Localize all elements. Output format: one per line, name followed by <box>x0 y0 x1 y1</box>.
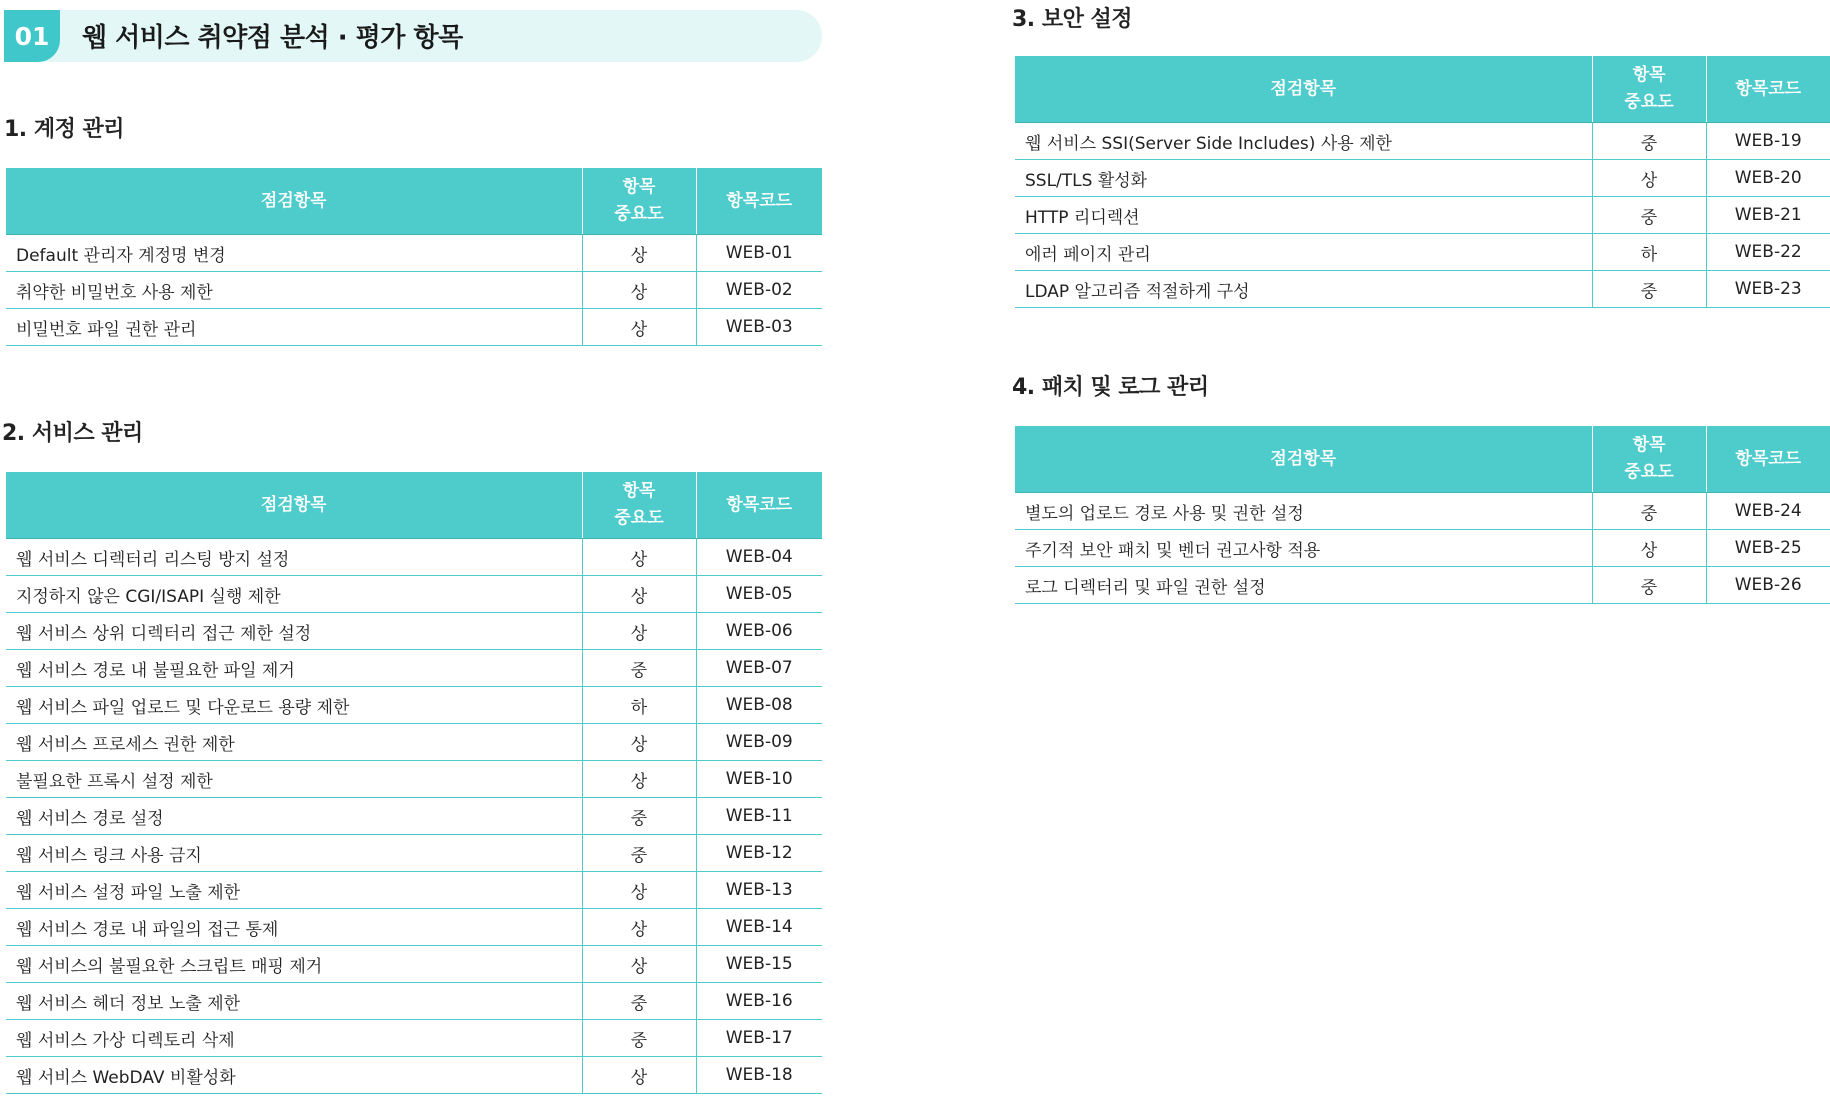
cell-code: WEB-03 <box>696 309 822 346</box>
cell-code: WEB-02 <box>696 272 822 309</box>
cell-code: WEB-11 <box>696 798 822 835</box>
cell-importance: 중 <box>1592 123 1706 160</box>
table-row <box>6 835 822 872</box>
header-code: 항목코드 <box>1706 56 1830 123</box>
table-row <box>6 576 822 613</box>
header-importance-line2: 중요도 <box>614 508 664 528</box>
table-service-management <box>6 472 822 1094</box>
cell-item: 웹 서비스 링크 사용 금지 <box>6 835 582 872</box>
cell-item: 웹 서비스 경로 설정 <box>6 798 582 835</box>
cell-importance: 상 <box>582 872 696 909</box>
cell-item: 웹 서비스 디렉터리 리스팅 방지 설정 <box>6 539 582 576</box>
cell-importance: 중 <box>582 835 696 872</box>
cell-item: 웹 서비스 가상 디렉토리 삭제 <box>6 1020 582 1057</box>
cell-code: WEB-01 <box>696 235 822 272</box>
cell-code: WEB-17 <box>696 1020 822 1057</box>
cell-importance: 하 <box>582 687 696 724</box>
cell-importance: 중 <box>1592 197 1706 234</box>
cell-item: 웹 서비스의 불필요한 스크립트 매핑 제거 <box>6 946 582 983</box>
cell-importance: 상 <box>582 539 696 576</box>
cell-item: 주기적 보안 패치 및 벤더 권고사항 적용 <box>1015 530 1592 567</box>
cell-code: WEB-25 <box>1706 530 1830 567</box>
cell-importance: 중 <box>582 1020 696 1057</box>
cell-item: 불필요한 프록시 설정 제한 <box>6 761 582 798</box>
cell-importance: 중 <box>1592 493 1706 530</box>
cell-importance: 상 <box>582 576 696 613</box>
table-security-settings <box>1015 56 1830 308</box>
cell-importance: 상 <box>582 235 696 272</box>
header-importance-line2: 중요도 <box>1624 92 1674 112</box>
header-importance-line1: 항목 <box>622 177 656 197</box>
header-importance-line2: 중요도 <box>1624 462 1674 482</box>
cell-item: HTTP 리디렉션 <box>1015 197 1592 234</box>
cell-code: WEB-18 <box>696 1057 822 1094</box>
cell-item: 지정하지 않은 CGI/ISAPI 실행 제한 <box>6 576 582 613</box>
page-banner <box>4 10 822 62</box>
header-code: 항목코드 <box>696 472 822 539</box>
cell-code: WEB-16 <box>696 983 822 1020</box>
cell-code: WEB-20 <box>1706 160 1830 197</box>
header-importance <box>582 472 696 539</box>
cell-importance: 상 <box>1592 530 1706 567</box>
cell-code: WEB-23 <box>1706 271 1830 308</box>
table-header-row <box>1015 56 1830 123</box>
cell-item: Default 관리자 계정명 변경 <box>6 235 582 272</box>
table-row <box>6 309 822 346</box>
section-title-patch-log: 4. 패치 및 로그 관리 <box>1012 375 1209 400</box>
header-code: 항목코드 <box>696 168 822 235</box>
cell-code: WEB-10 <box>696 761 822 798</box>
table-row <box>6 872 822 909</box>
section-title-account: 1. 계정 관리 <box>4 117 124 142</box>
table-row <box>1015 493 1830 530</box>
page-title: 웹 서비스 취약점 분석 · 평가 항목 <box>82 23 463 53</box>
cell-code: WEB-24 <box>1706 493 1830 530</box>
cell-importance: 상 <box>582 272 696 309</box>
cell-item: 웹 서비스 경로 내 불필요한 파일 제거 <box>6 650 582 687</box>
table-row <box>6 724 822 761</box>
table-row <box>1015 160 1830 197</box>
cell-importance: 중 <box>582 650 696 687</box>
table-patch-log-management <box>1015 426 1830 604</box>
table-row <box>6 272 822 309</box>
cell-item: SSL/TLS 활성화 <box>1015 160 1592 197</box>
cell-item: 로그 디렉터리 및 파일 권한 설정 <box>1015 567 1592 604</box>
header-importance <box>582 168 696 235</box>
cell-importance: 상 <box>582 1057 696 1094</box>
table-row <box>6 539 822 576</box>
table-header-row <box>6 168 822 235</box>
cell-item: LDAP 알고리즘 적절하게 구성 <box>1015 271 1592 308</box>
table-row <box>6 983 822 1020</box>
table-row <box>6 1020 822 1057</box>
cell-item: 웹 서비스 설정 파일 노출 제한 <box>6 872 582 909</box>
cell-code: WEB-06 <box>696 613 822 650</box>
cell-importance: 상 <box>582 309 696 346</box>
cell-code: WEB-07 <box>696 650 822 687</box>
cell-item: 웹 서비스 WebDAV 비활성화 <box>6 1057 582 1094</box>
cell-code: WEB-19 <box>1706 123 1830 160</box>
cell-item: 취약한 비밀번호 사용 제한 <box>6 272 582 309</box>
header-importance <box>1592 426 1706 493</box>
cell-importance: 하 <box>1592 234 1706 271</box>
table-row <box>1015 567 1830 604</box>
cell-item: 웹 서비스 경로 내 파일의 접근 통제 <box>6 909 582 946</box>
header-importance <box>1592 56 1706 123</box>
cell-code: WEB-13 <box>696 872 822 909</box>
section-title-service: 2. 서비스 관리 <box>2 421 143 446</box>
header-code: 항목코드 <box>1706 426 1830 493</box>
cell-item: 웹 서비스 상위 디렉터리 접근 제한 설정 <box>6 613 582 650</box>
table-row <box>6 235 822 272</box>
table-row <box>1015 530 1830 567</box>
table-row <box>1015 197 1830 234</box>
cell-importance: 상 <box>582 724 696 761</box>
table-row <box>6 761 822 798</box>
cell-importance: 중 <box>582 983 696 1020</box>
table-row <box>1015 123 1830 160</box>
table-header-row <box>1015 426 1830 493</box>
table-row <box>6 1057 822 1094</box>
cell-code: WEB-09 <box>696 724 822 761</box>
table-row <box>6 909 822 946</box>
chapter-number: 01 <box>4 10 60 62</box>
cell-code: WEB-22 <box>1706 234 1830 271</box>
cell-importance: 상 <box>582 909 696 946</box>
table-row <box>1015 234 1830 271</box>
cell-importance: 상 <box>582 613 696 650</box>
cell-item: 웹 서비스 헤더 정보 노출 제한 <box>6 983 582 1020</box>
table-row <box>6 687 822 724</box>
cell-importance: 중 <box>1592 271 1706 308</box>
cell-importance: 상 <box>582 761 696 798</box>
header-item: 점검항목 <box>6 472 582 539</box>
cell-code: WEB-08 <box>696 687 822 724</box>
cell-importance: 상 <box>1592 160 1706 197</box>
cell-code: WEB-05 <box>696 576 822 613</box>
cell-importance: 중 <box>582 798 696 835</box>
header-importance-line1: 항목 <box>1632 435 1666 455</box>
cell-item: 웹 서비스 파일 업로드 및 다운로드 용량 제한 <box>6 687 582 724</box>
table-row <box>6 798 822 835</box>
header-importance-line2: 중요도 <box>614 204 664 224</box>
header-item: 점검항목 <box>1015 426 1592 493</box>
cell-item: 비밀번호 파일 권한 관리 <box>6 309 582 346</box>
cell-code: WEB-26 <box>1706 567 1830 604</box>
cell-item: 에러 페이지 관리 <box>1015 234 1592 271</box>
header-importance-line1: 항목 <box>622 481 656 501</box>
table-row <box>6 613 822 650</box>
table-account-management <box>6 168 822 346</box>
cell-importance: 상 <box>582 946 696 983</box>
table-row <box>6 946 822 983</box>
cell-item: 별도의 업로드 경로 사용 및 권한 설정 <box>1015 493 1592 530</box>
table-header-row <box>6 472 822 539</box>
cell-code: WEB-21 <box>1706 197 1830 234</box>
header-importance-line1: 항목 <box>1632 65 1666 85</box>
cell-code: WEB-04 <box>696 539 822 576</box>
cell-code: WEB-15 <box>696 946 822 983</box>
cell-item: 웹 서비스 SSI(Server Side Includes) 사용 제한 <box>1015 123 1592 160</box>
cell-code: WEB-14 <box>696 909 822 946</box>
cell-code: WEB-12 <box>696 835 822 872</box>
header-item: 점검항목 <box>1015 56 1592 123</box>
cell-importance: 중 <box>1592 567 1706 604</box>
cell-item: 웹 서비스 프로세스 권한 제한 <box>6 724 582 761</box>
table-row <box>6 650 822 687</box>
table-row <box>1015 271 1830 308</box>
header-item: 점검항목 <box>6 168 582 235</box>
section-title-security: 3. 보안 설정 <box>1012 7 1132 32</box>
